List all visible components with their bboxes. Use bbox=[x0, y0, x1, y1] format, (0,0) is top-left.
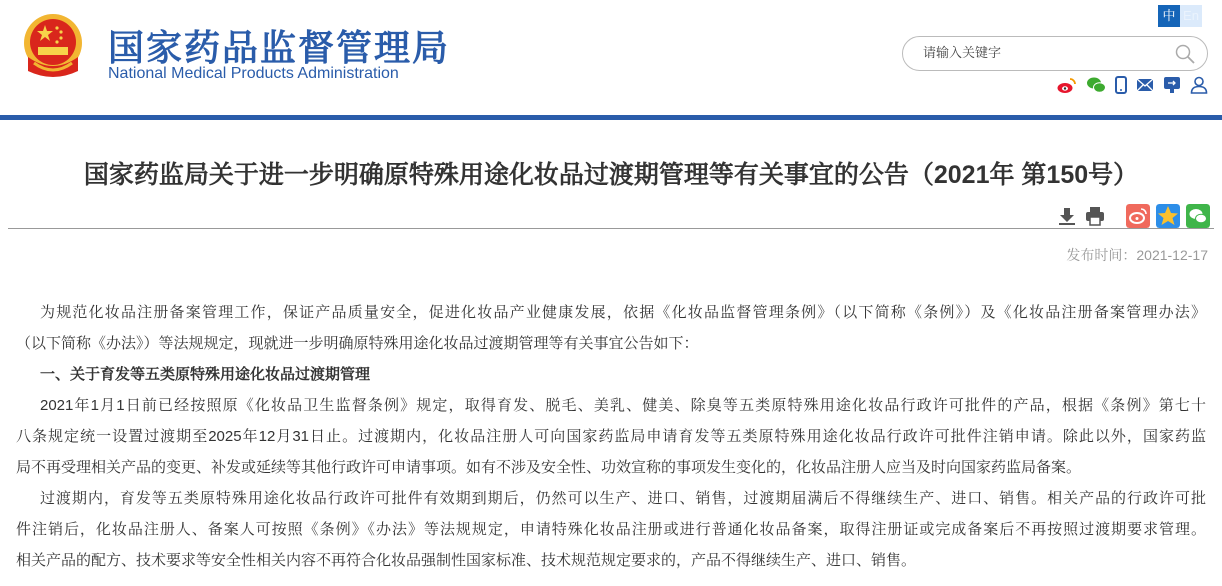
qzone-share-icon[interactable] bbox=[1156, 204, 1180, 228]
title-divider bbox=[8, 228, 1214, 229]
paragraph-line: （以下简称《办法》）等法规规定，现就进一步明确原特殊用途化妆品过渡期管理等有关事宜公告如下： bbox=[16, 335, 699, 352]
section-heading: 一、关于育发等五类原特殊用途化妆品过渡期管理 bbox=[40, 366, 371, 383]
search-icon[interactable] bbox=[1175, 44, 1195, 64]
site-logo-chinese[interactable]: 国家药品监督管理局 bbox=[108, 27, 451, 68]
site-logo-english[interactable]: National Medical Products Administration bbox=[108, 65, 399, 82]
weibo-share-icon[interactable] bbox=[1126, 204, 1150, 228]
screen-icon[interactable] bbox=[1163, 76, 1181, 94]
article-title: 国家药监局关于进一步明确原特殊用途化妆品过渡期管理等有关事宜的公告（2021年 第150号） bbox=[83, 161, 1139, 189]
user-icon[interactable] bbox=[1190, 76, 1208, 94]
national-emblem-logo[interactable] bbox=[20, 13, 86, 81]
paragraph-line: 为规范化妆品注册备案管理工作，保证产品质量安全，促进化妆品产业健康发展，依据《化妆品监督管理条例》（以下简称《条例》）及《化妆品注册备案管理办法》 bbox=[40, 304, 1206, 321]
search-input[interactable] bbox=[923, 45, 1163, 60]
lang-english-button[interactable]: En bbox=[1180, 5, 1202, 27]
search-box bbox=[902, 36, 1208, 71]
paragraph-line: 八条规定统一设置过渡期至2025年12月31日止。过渡期内，化妆品注册人可向国家药监局申请育发等五类原特殊用途化妆品行政许可批件注销申请。除此以外，国家药监 bbox=[16, 428, 1206, 445]
paragraph-line: 件注销后，化妆品注册人、备案人可按照《条例》《办法》等法规规定，申请特殊化妆品注册或进行普通化妆品备案，取得注册证或完成备案后不再按照过渡期要求管理。 bbox=[16, 521, 1206, 538]
site-header bbox=[0, 0, 1222, 116]
mail-icon[interactable] bbox=[1136, 78, 1154, 92]
lang-chinese-button[interactable]: 中 bbox=[1158, 5, 1180, 27]
paragraph-line: 过渡期内，育发等五类原特殊用途化妆品行政许可批件有效期到期后，仍然可以生产、进口、销售，过渡期届满后不得继续生产、进口、销售。相关产品的行政许可批 bbox=[40, 490, 1206, 507]
paragraph-line: 2021年1月1日前已经按照原《化妆品卫生监督条例》规定，取得育发、脱毛、美乳、健美、除臭等五类原特殊用途化妆品行政许可批件的产品，根据《条例》第七十 bbox=[40, 397, 1206, 414]
paragraph-line: 相关产品的配方、技术要求等安全性相关内容不再符合化妆品强制性国家标准、技术规范规定要求的，产品不得继续生产、进口、销售。 bbox=[16, 552, 917, 569]
social-links bbox=[1057, 76, 1208, 94]
header-divider-bar bbox=[0, 115, 1222, 120]
article-content bbox=[16, 297, 1206, 576]
wechat-share-icon[interactable] bbox=[1186, 204, 1210, 228]
print-icon[interactable] bbox=[1084, 205, 1106, 227]
download-icon[interactable] bbox=[1056, 205, 1078, 227]
article-tools bbox=[1056, 204, 1210, 228]
wechat-icon[interactable] bbox=[1086, 76, 1106, 94]
paragraph-line: 局不再受理相关产品的变更、补发或延续等其他行政许可申请事项。如有不涉及安全性、功效宣称的事项发生变化的，化妆品注册人应当及时向国家药监局备案。 bbox=[16, 459, 1082, 476]
publish-date: 发布时间：2021-12-17 bbox=[1066, 247, 1208, 263]
mobile-icon[interactable] bbox=[1115, 76, 1127, 94]
weibo-icon[interactable] bbox=[1057, 76, 1077, 94]
